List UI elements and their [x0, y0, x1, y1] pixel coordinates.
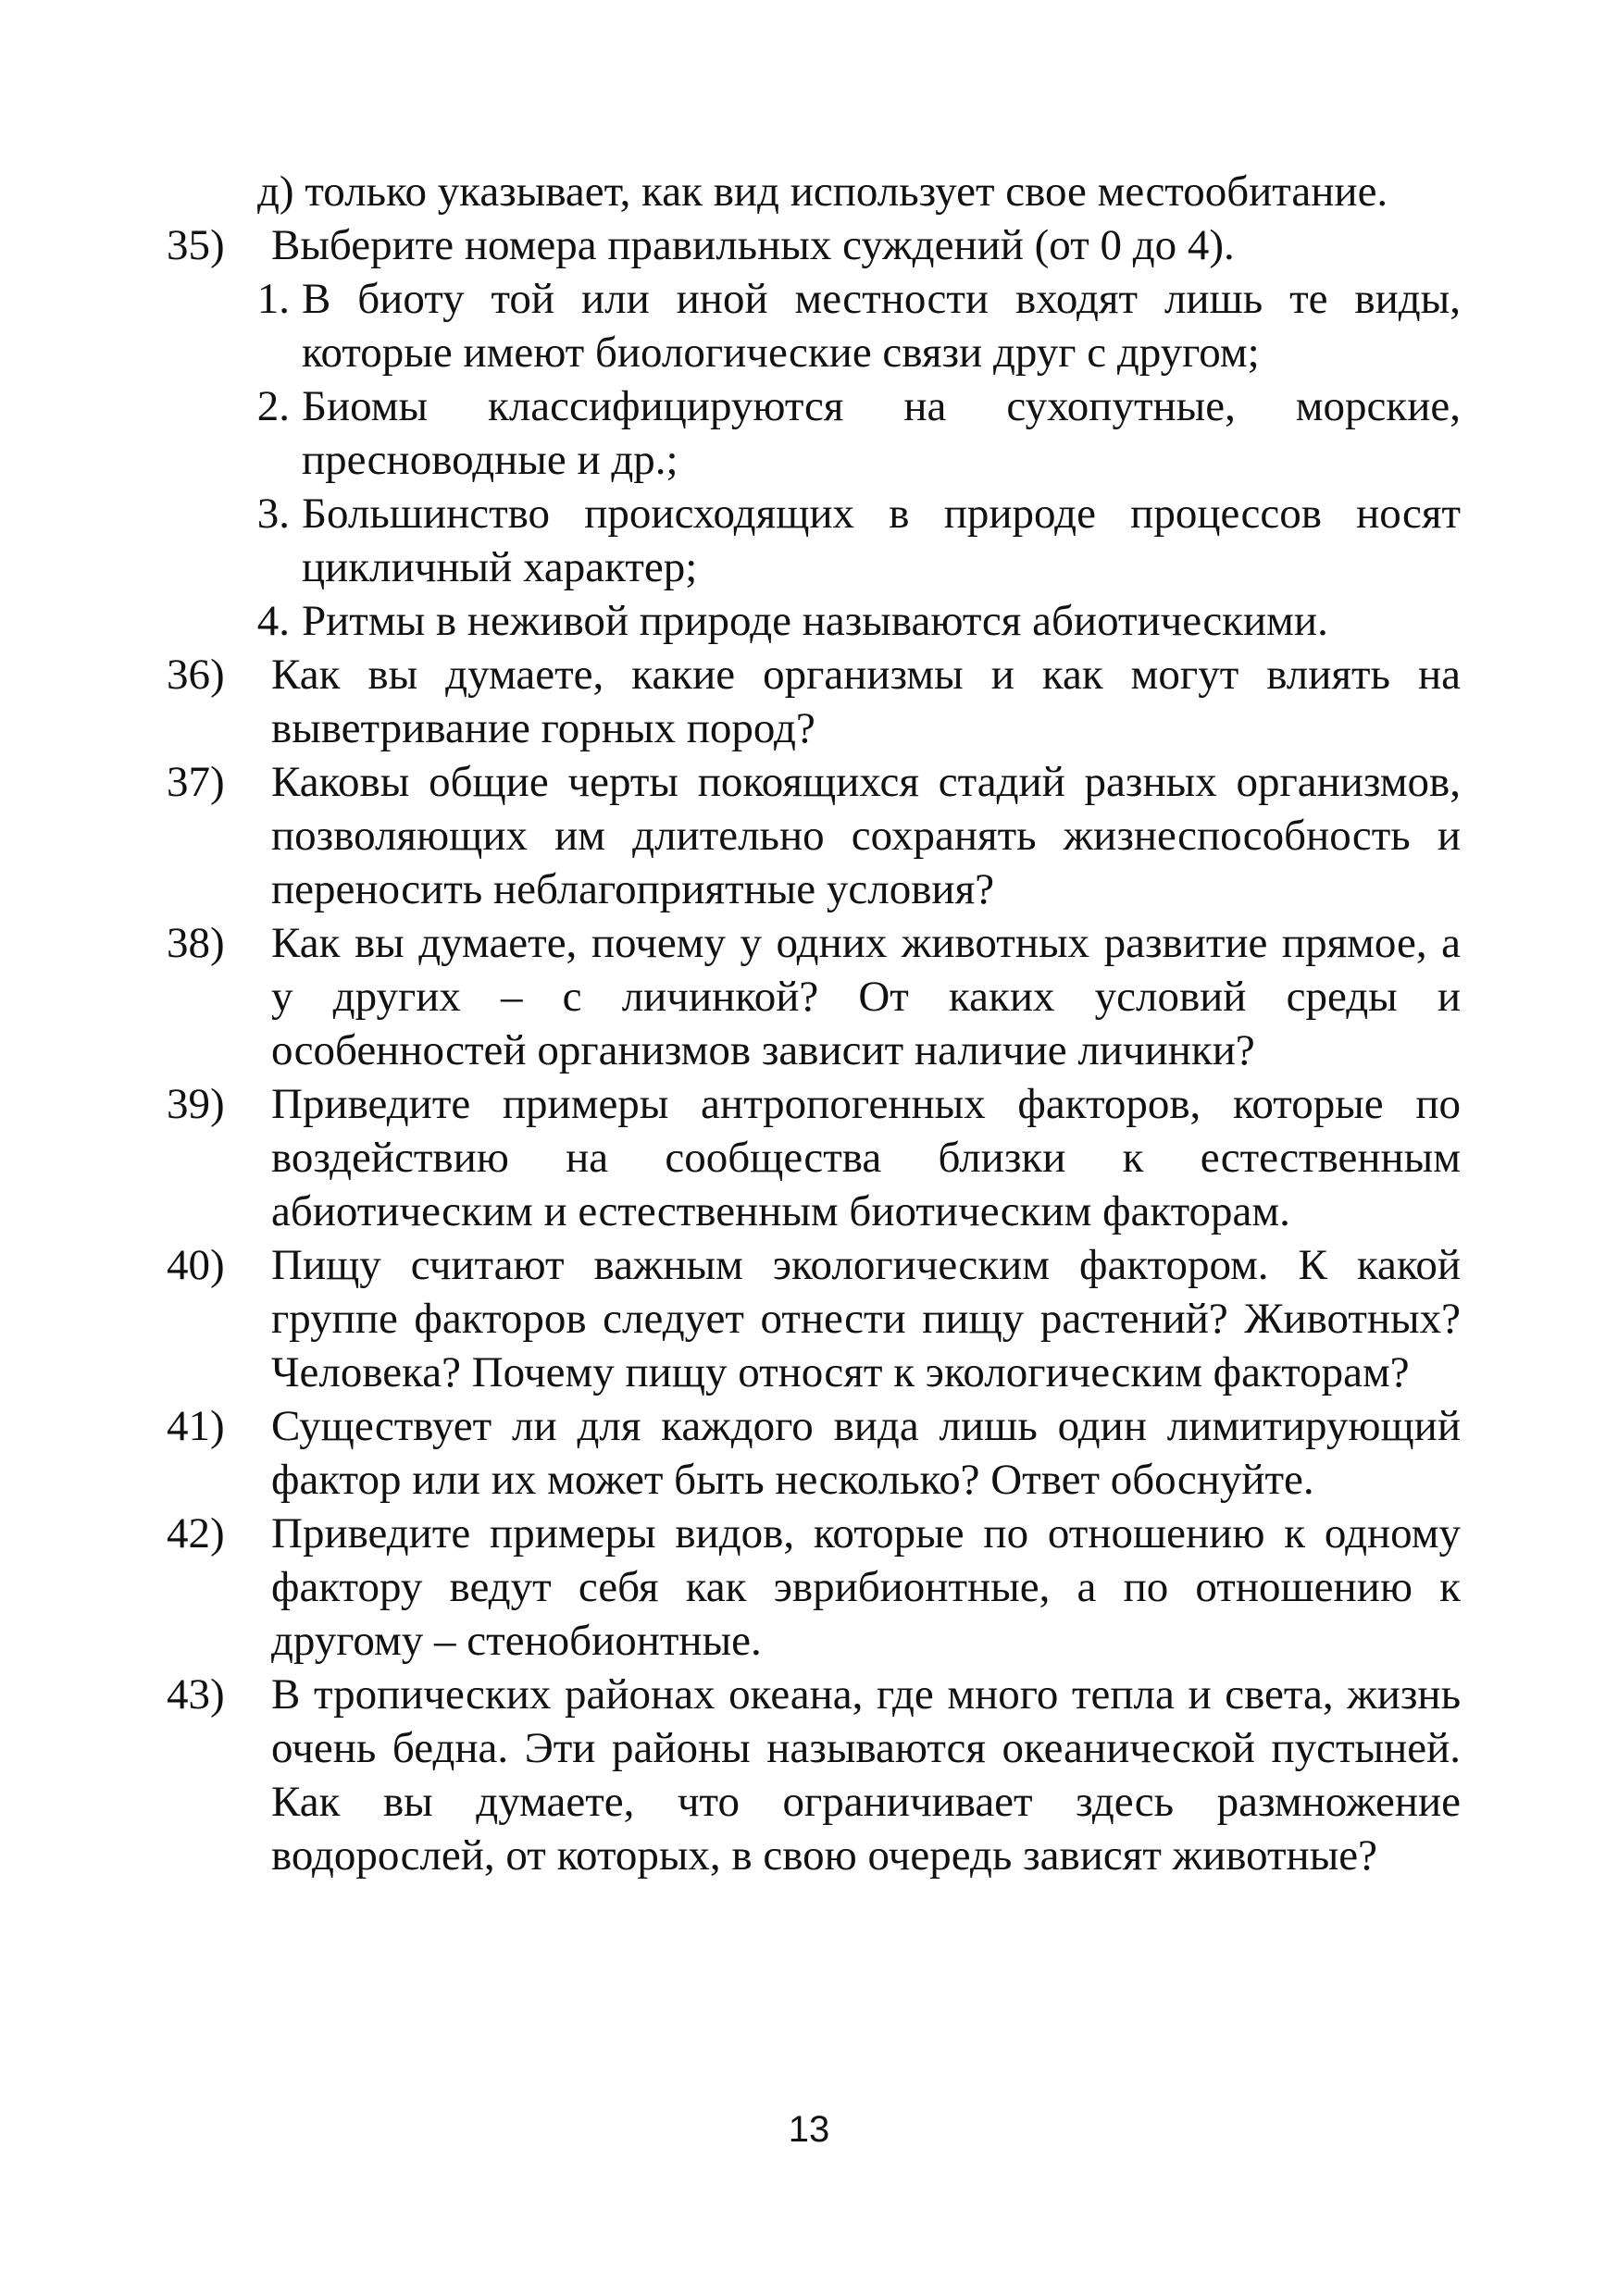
statement-item	[169, 272, 1461, 379]
question-37	[169, 755, 1461, 916]
statement-number: 1.	[256, 275, 290, 323]
question-text: Пищу считают важным экологическим фактором. К какой группе факторов следует отнести пищу растений? Животных? Человека? Почему пищу относят к экологическим факторам?	[271, 1241, 1461, 1396]
statement-number: 3.	[256, 490, 290, 538]
question-number: 41)	[167, 1402, 225, 1450]
question-number: 42)	[167, 1509, 225, 1558]
question-42	[169, 1507, 1461, 1668]
question-text: В тропических районах океана, где много тепла и света, жизнь очень бедна. Эти районы называются океанической пустыней. Как вы думаете, что ограничивает здесь размножение водорослей, от которых, в свою очередь зависят животные?	[271, 1670, 1461, 1880]
question-39	[169, 1077, 1461, 1238]
question-43	[169, 1668, 1461, 1882]
page-number: 13	[788, 2109, 830, 2150]
question-number: 39)	[167, 1080, 225, 1128]
question-text: Приведите примеры видов, которые по отношению к одному фактору ведут себя как эврибионтные, а по отношению к другому – стенобионтные.	[271, 1509, 1461, 1665]
question-40	[169, 1238, 1461, 1399]
statement-text: Большинство происходящих в природе процессов носят цикличный характер;	[302, 490, 1461, 591]
statement-text: Биомы классифицируются на сухопутные, морские, пресноводные и др.;	[302, 382, 1461, 484]
statement-text: В биоту той или иной местности входят лишь те виды, которые имеют биологические связи друг с другом;	[302, 275, 1461, 377]
question-text: Каковы общие черты покоящихся стадий разных организмов, позволяющих им длительно сохранять жизнеспособность и переносить неблагоприятные условия?	[271, 758, 1461, 913]
question-number: 43)	[167, 1670, 225, 1719]
page-body	[169, 165, 1461, 1882]
question-text: Как вы думаете, почему у одних животных развитие прямое, а у других – с личинкой? От каких условий среды и особенностей организмов зависит наличие личинки?	[271, 919, 1461, 1074]
question-number: 40)	[167, 1241, 225, 1289]
question-number: 37)	[167, 758, 225, 806]
question-number: 38)	[167, 919, 225, 967]
continued-answer-option: д) только указывает, как вид использует свое местообитание.	[257, 168, 1388, 216]
question-41	[169, 1399, 1461, 1507]
statement-number: 4.	[256, 597, 290, 645]
question-number: 36)	[167, 651, 225, 699]
question-38	[169, 916, 1461, 1077]
question-text: Как вы думаете, какие организмы и как могут влиять на выветривание горных пород?	[271, 651, 1461, 752]
question-36	[169, 648, 1461, 755]
statement-item	[169, 379, 1461, 487]
statement-text: Ритмы в неживой природе называются абиотическими.	[302, 597, 1328, 645]
statement-item	[169, 487, 1461, 594]
question-text: Существует ли для каждого вида лишь один лимитирующий фактор или их может быть несколько? Ответ обоснуйте.	[271, 1402, 1461, 1504]
question-35	[169, 218, 1461, 272]
question-number: 35)	[167, 221, 225, 269]
statement-item	[169, 594, 1461, 648]
question-text: Приведите примеры антропогенных факторов, которые по воздействию на сообщества близки к естественным абиотическим и естественным биотическим факторам.	[271, 1080, 1461, 1235]
statement-number: 2.	[256, 382, 290, 430]
question-text: Выберите номера правильных суждений (от 0 до 4).	[271, 221, 1235, 269]
